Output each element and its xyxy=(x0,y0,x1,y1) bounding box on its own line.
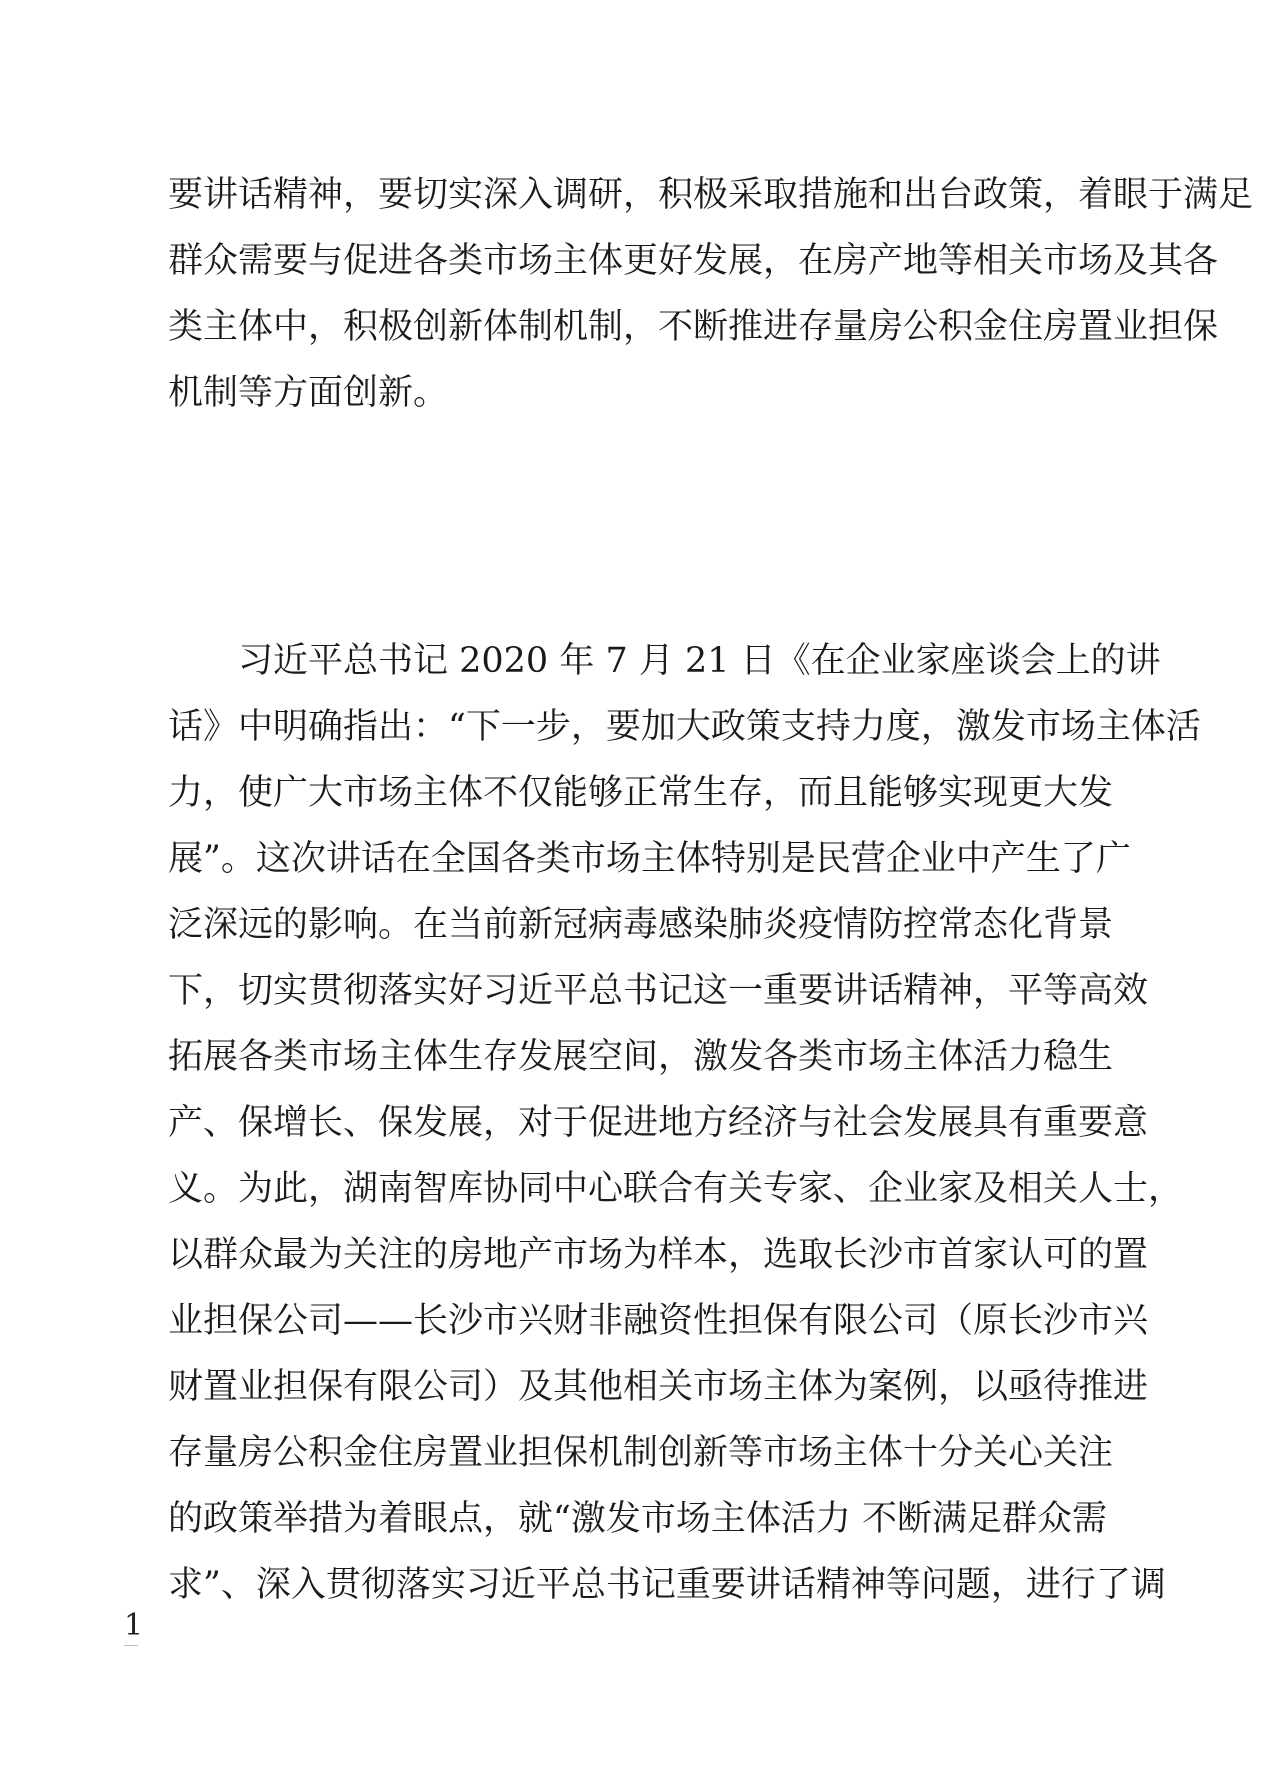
text-line: 泛深远的影响。在当前新冠病毒感染肺炎疫情防控常态化背景 xyxy=(168,905,1114,945)
page-number: 1 xyxy=(124,1608,144,1643)
text-line: 求”、深入贯彻落实习近平总书记重要讲话精神等问题，进行了调 xyxy=(168,1565,1166,1605)
text-line: 力，使广大市场主体不仅能够正常生存，而且能够实现更大发 xyxy=(168,773,1114,813)
text-line: 话》中明确指出：“下一步，要加大政策支持力度，激发市场主体活 xyxy=(168,707,1201,747)
text-line: 下，切实贯彻落实好习近平总书记这一重要讲话精神，平等高效 xyxy=(168,971,1149,1011)
text-line: 机制等方面创新。 xyxy=(168,373,449,413)
text-line: 义。为此，湖南智库协同中心联合有关专家、企业家及相关人士， xyxy=(168,1169,1184,1209)
text-line: 存量房公积金住房置业担保机制创新等市场主体十分关心关注 xyxy=(168,1433,1114,1473)
text-line: 业担保公司——长沙市兴财非融资性担保有限公司（原长沙市兴 xyxy=(168,1301,1149,1341)
text-line: 群众需要与促进各类市场主体更好发展，在房产地等相关市场及其各 xyxy=(168,241,1219,281)
text-line: 要讲话精神，要切实深入调研，积极采取措施和出台政策，着眼于满足 xyxy=(168,175,1254,215)
page-number-rule xyxy=(124,1645,138,1646)
text-line: 的政策举措为着眼点，就“激发市场主体活力 不断满足群众需 xyxy=(168,1499,1108,1539)
text-line: 习近平总书记 2020 年 7 月 21 日《在企业家座谈会上的讲 xyxy=(238,641,1161,681)
text-line: 拓展各类市场主体生存发展空间，激发各类市场主体活力稳生 xyxy=(168,1037,1114,1077)
text-line: 以群众最为关注的房地产市场为样本，选取长沙市首家认可的置 xyxy=(168,1235,1149,1275)
text-line: 财置业担保有限公司）及其他相关市场主体为案例，以亟待推进 xyxy=(168,1367,1149,1407)
text-line: 类主体中，积极创新体制机制，不断推进存量房公积金住房置业担保 xyxy=(168,307,1219,347)
text-line: 产、保增长、保发展，对于促进地方经济与社会发展具有重要意 xyxy=(168,1103,1149,1143)
text-line: 展”。这次讲话在全国各类市场主体特别是民营企业中产生了广 xyxy=(168,839,1131,879)
